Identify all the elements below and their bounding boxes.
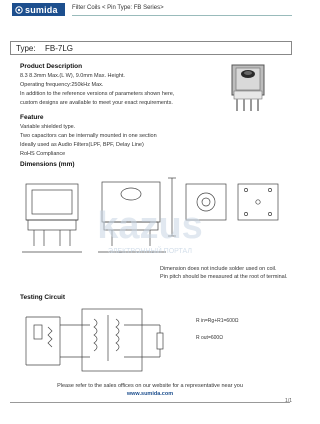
feature-line: RoHS Compliance (20, 151, 66, 157)
legend-rin: R in=Rg+R1=600Ω (196, 318, 239, 324)
dimensions-heading: Dimensions (mm) (20, 161, 75, 168)
dimensions-drawing (16, 170, 288, 262)
product-description-line: 8.3 8.3mm Max.(L W), 9.0mm Max. Height. (20, 73, 125, 79)
type-bar (10, 41, 292, 55)
feature-line: Variable shielded type. (20, 124, 76, 130)
type-label: Type: (16, 44, 36, 53)
footer-divider (10, 402, 290, 403)
sumida-logo-icon (15, 6, 23, 14)
feature-text (20, 123, 157, 159)
product-description-line: custom designs are available to meet your exact requirements. (20, 100, 173, 106)
feature-line: Two capacitors can be internally mounted in one section (20, 133, 157, 139)
page-number: 1/1 (285, 398, 292, 404)
watermark-sub: ЭЛЕКТРОННЫЙ ПОРТАЛ (108, 248, 192, 255)
footer-url[interactable]: www.sumida.com (126, 391, 174, 397)
feature-heading: Feature (20, 114, 44, 121)
series-title: Filter Coils < Pin Type: FB Series> (72, 5, 164, 11)
logo-text: sumida (25, 4, 58, 15)
testing-circuit-legend (196, 313, 239, 347)
product-description-text (20, 72, 174, 108)
dimensions-note: Dimension does not include solder used on coil. (160, 266, 277, 272)
dimensions-note: Pin pitch should be measured at the root of terminal. (160, 274, 288, 280)
type-value: FB-7LG (45, 44, 74, 53)
testing-circuit-diagram (20, 305, 190, 375)
watermark-main: kazus (97, 205, 203, 247)
sumida-logo (12, 3, 65, 16)
product-photo (222, 57, 280, 115)
product-description-heading: Product Description (20, 63, 83, 70)
product-description-line: In addition to the reference versions of parameters shown here, (20, 91, 175, 97)
testing-circuit-heading: Testing Circuit (20, 294, 66, 301)
page-header (0, 0, 300, 38)
header-divider (72, 15, 292, 16)
feature-line: Ideally used as Audio Filters(LPF, BPF, Delay Line) (20, 142, 144, 148)
legend-rout: R out=600Ω (196, 335, 223, 341)
product-description-line: Operating frequency:250kHz Max. (20, 82, 104, 88)
dimensions-notes (160, 265, 288, 281)
footer-text: Please refer to the sales offices on our website for a representative near you (57, 383, 243, 389)
